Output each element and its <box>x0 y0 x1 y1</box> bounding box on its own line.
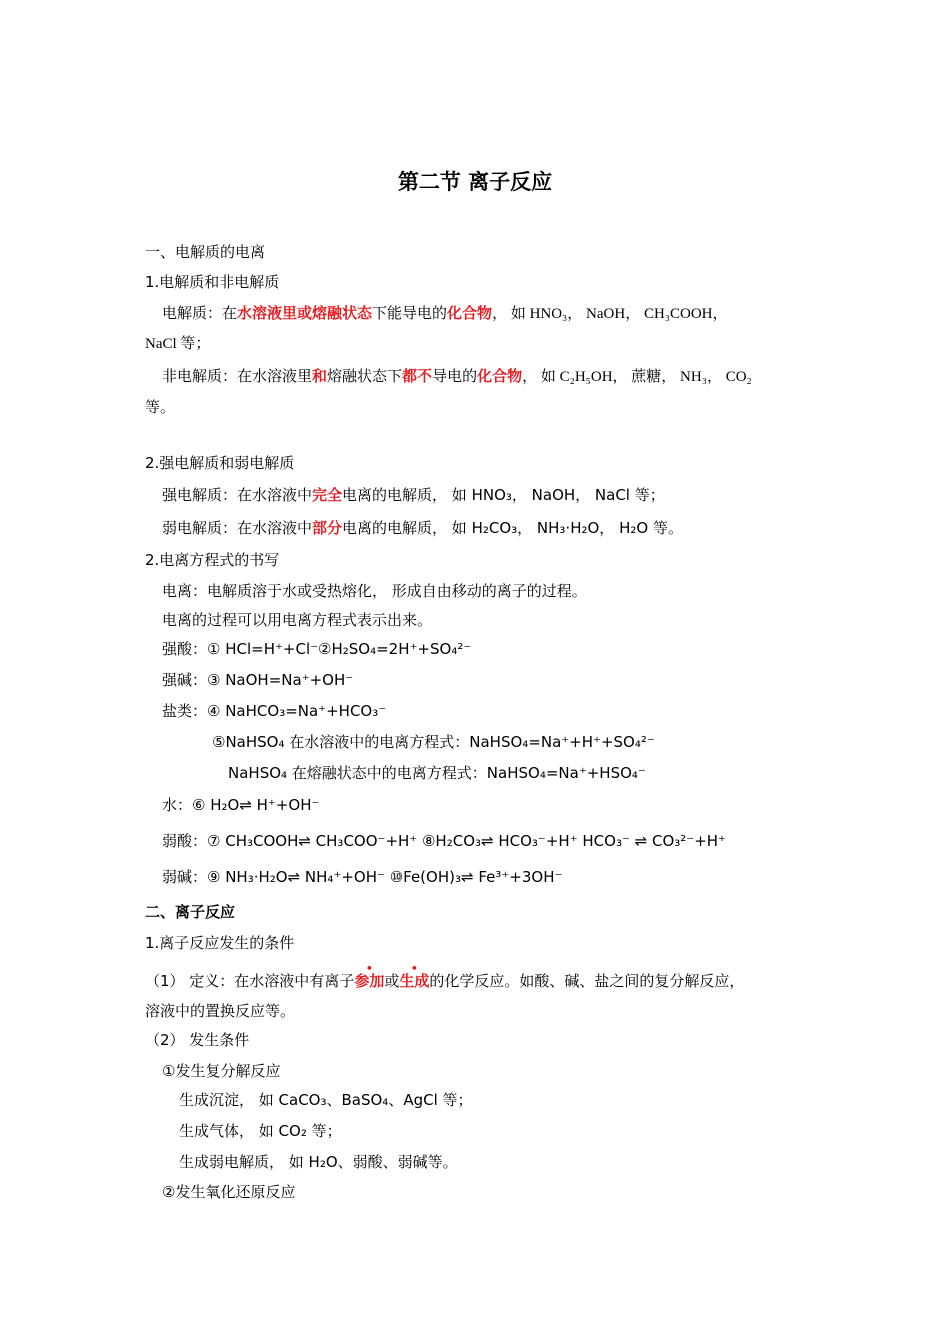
weak-acid-equations: 弱酸：⑦ CH₃COOH⇌ CH₃COO⁻+H⁺ ⑧H₂CO₃⇌ HCO₃⁻+H⁺ HCO₃⁻ ⇌ CO₃²⁻+H⁺ <box>162 832 726 850</box>
section-heading-1: 一、电解质的电离 <box>145 243 266 261</box>
def-examples: ， 如 HNO₃， NaOH， CH₃COOH， <box>492 306 728 322</box>
ionization-expression: 电离的过程可以用电离方程式表示出来。 <box>162 611 433 629</box>
nonelectrolyte-definition-cont: 等。 <box>145 398 176 416</box>
weak-electrolyte <box>162 518 683 538</box>
strong-highlight: 完全 <box>312 486 343 504</box>
ionic-def-participate: 参加 <box>354 972 385 990</box>
subheading-equation: 2.电离方程式的书写 <box>145 551 280 569</box>
subheading-strong-weak: 2.强电解质和弱电解质 <box>145 454 295 472</box>
def-highlight-compound: 化合物 <box>447 304 493 322</box>
nahso4-molten-equation: NaHSO₄ 在熔融状态中的电离方程式：NaHSO₄=Na⁺+HSO₄⁻ <box>228 764 646 782</box>
weak-highlight: 部分 <box>312 519 343 537</box>
def-highlight-state: 水溶液里或熔融状态 <box>237 304 373 322</box>
nahso4-aqueous-equation: ⑤NaHSO₄ 在水溶液中的电离方程式：NaHSO₄=Na⁺+H⁺+SO₄²⁻ <box>212 733 655 751</box>
def-label: 电解质：在 <box>162 304 238 322</box>
ionic-reaction-definition-cont: 溶液中的置换反应等。 <box>145 1002 296 1020</box>
electrolyte-definition <box>162 303 728 324</box>
nondef-highlight-and: 和 <box>312 367 328 385</box>
strong-electrolyte <box>162 485 665 505</box>
condition-gas: 生成气体， 如 CO₂ 等； <box>179 1122 342 1140</box>
electrolyte-definition-cont: NaCl 等； <box>145 336 211 352</box>
weak-b: 电离的电解质， 如 H₂CO₃， NH₃·H₂O， H₂O 等。 <box>342 519 683 537</box>
ionization-definition: 电离：电解质溶于水或受热熔化， 形成自由移动的离子的过程。 <box>162 582 587 600</box>
def-mid: 下能导电的 <box>372 304 448 322</box>
ionic-def-or: 或 <box>384 972 400 990</box>
ionic-def-produce: 生成 <box>399 972 430 990</box>
nondef-mid2: 导电的 <box>432 367 478 385</box>
weak-base-equations: 弱碱：⑨ NH₃·H₂O⇌ NH₄⁺+OH⁻ ⑩Fe(OH)₃⇌ Fe³⁺+3OH⁻ <box>162 868 563 886</box>
subheading-conditions: 1.离子反应发生的条件 <box>145 934 295 952</box>
nondef-highlight-compound: 化合物 <box>477 367 523 385</box>
strong-a: 强电解质：在水溶液中 <box>162 486 313 504</box>
nondef-mid: 熔融状态下 <box>327 367 403 385</box>
conditions-heading: （2） 发生条件 <box>145 1031 250 1049</box>
salt-equation: 盐类：④ NaHCO₃=Na⁺+HCO₃⁻ <box>162 702 387 720</box>
ionic-reaction-definition <box>145 971 744 991</box>
water-equation: 水：⑥ H₂O⇌ H⁺+OH⁻ <box>162 796 320 814</box>
section-heading-2: 二、离子反应 <box>145 903 236 921</box>
nondef-examples: ， 如 C₂H₅OH， 蔗糖， NH₃， CO₂ <box>522 369 752 385</box>
nondef-highlight-none: 都不 <box>402 367 433 385</box>
strong-acid-equations: 强酸：① HCl=H⁺+Cl⁻②H₂SO₄=2H⁺+SO₄²⁻ <box>162 640 472 658</box>
condition-precipitate: 生成沉淀， 如 CaCO₃、BaSO₄、AgCl 等； <box>179 1091 473 1109</box>
ionic-def-b: 的化学反应。如酸、碱、盐之间的复分解反应， <box>429 972 745 990</box>
page-title: 第二节 离子反应 <box>397 170 553 194</box>
nondef-label: 非电解质：在水溶液里 <box>162 367 313 385</box>
ionic-def-a: （1） 定义：在水溶液中有离子 <box>145 972 355 990</box>
condition-metathesis: ①发生复分解反应 <box>162 1062 281 1080</box>
condition-weak-electrolyte: 生成弱电解质， 如 H₂O、弱酸、弱碱等。 <box>179 1153 458 1171</box>
weak-a: 弱电解质：在水溶液中 <box>162 519 313 537</box>
subheading-electrolyte: 1.电解质和非电解质 <box>145 273 280 291</box>
strong-b: 电离的电解质， 如 HNO₃， NaOH， NaCl 等； <box>342 486 665 504</box>
strong-base-equation: 强碱：③ NaOH=Na⁺+OH⁻ <box>162 671 354 689</box>
condition-redox: ②发生氧化还原反应 <box>162 1183 296 1201</box>
nonelectrolyte-definition <box>162 366 752 387</box>
